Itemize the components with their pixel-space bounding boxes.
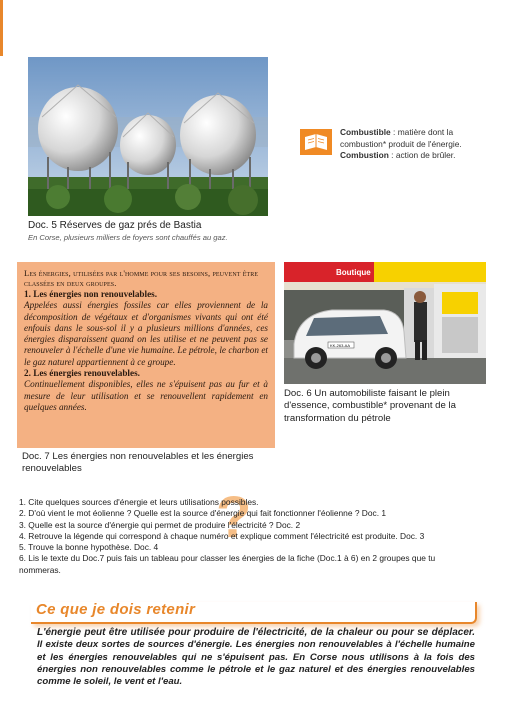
station-sign-text: Boutique — [336, 268, 371, 277]
doc6-caption: Doc. 6 Un automobiliste faisant le plein d'essence, combustible* provenant de la transformation du pétrole — [284, 388, 456, 424]
question-item: nommeras. — [19, 564, 61, 575]
doc7-intro: Les énergies, utilisées par l'homme pour ses besoins, peuvent être classées en deux groupes. — [24, 268, 259, 288]
doc7-caption: Doc. 7 Les énergies non renouvelables et les énergies renouvelables — [22, 451, 254, 474]
question-item: 1. Cite quelques sources d'énergie et leurs utilisations possibles. — [19, 497, 259, 507]
doc7-paragraph-non-renewable: Appelées aussi énergies fossiles car elles proviennent de la décomposition de végétaux et d'organismes vivants qui ont été enfouis dans le sous-sol il y a plusieurs millions d'années, ces énergies disparaissent quand on les utilise et ne peuvent pas se renouveler à l'échelle d'une vie humaine. Le pétrole, le charbon et le gaz naturel appartiennent à ce groupe. — [24, 300, 268, 367]
glossary-def-combustible: : matière dont la combustion* produit de l'énergie. — [340, 127, 462, 149]
retenir-title: Ce que je dois retenir — [36, 601, 196, 618]
dictionary-book-icon — [300, 129, 332, 155]
doc5-caption: Doc. 5 Réserves de gaz prés de Bastia — [28, 220, 202, 231]
fuel-station-photo — [284, 262, 486, 384]
retenir-summary — [37, 627, 475, 688]
doc7-text-box — [17, 262, 275, 448]
question-item: 6. Lis le texte du Doc.7 puis fais un tableau pour classer les énergies de la fiche (Doc.1 à 6) en 2 groupes que tu — [19, 553, 436, 564]
questions-list — [19, 497, 495, 576]
page-edge-mark — [0, 0, 3, 56]
gas-reserves-photo — [28, 57, 268, 216]
question-item: 4. Retrouve la légende qui correspond à chaque numéro et explique comment l'électricité est produite. Doc. 3 — [19, 530, 425, 541]
question-mark-decoration: ? — [216, 485, 252, 550]
glossary-term-combustible: Combustible — [340, 127, 391, 137]
retenir-first-sentence: L'énergie peut être utilisée pour produire de l'électricité, de la chaleur ou pour se déplacer. — [37, 627, 475, 638]
question-item: 2. D'où vient le mot éolienne ? Quelle est la source d'énergie qui fait fonctionner l'éolienne ? Doc. 1 — [19, 508, 387, 519]
glossary-definitions — [340, 127, 500, 162]
licence-plate-text: KK-263-AA — [330, 343, 351, 348]
doc7-paragraph-renewable: Continuellement disponibles, elles ne s'épuisent pas au fur et à mesure de leur utilisation et se renouvellent rapidement en quelques années. — [24, 379, 268, 412]
doc7-heading-non-renewable: 1. Les énergies non renouvelables. — [24, 289, 158, 299]
doc5-subcaption: En Corse, plusieurs milliers de foyers sont chauffés au gaz. — [28, 233, 228, 242]
question-item: 5. Trouve la bonne hypothèse. Doc. 4 — [19, 542, 159, 553]
glossary-def-combustion: : action de brûler. — [388, 150, 456, 160]
doc7-heading-renewable: 2. Les énergies renouvelables. — [24, 368, 140, 379]
glossary-term-combustion: Combustion — [340, 150, 389, 160]
retenir-rest: Il existe deux sortes de sources d'énergie. Les énergies non renouvelables à l'échelle humaine et les énergies renouvelables qui ne s'épuisent pas. En Corse nous utilisons à la fois des énergies non renouvelables comme le pétrole et le gaz naturel et des énergies renouvelables comme le soleil, le vent et l'eau. — [37, 639, 475, 688]
question-item: 3. Quelle est la source d'énergie qui permet de produire l'électricité ? Doc. 2 — [19, 519, 301, 530]
